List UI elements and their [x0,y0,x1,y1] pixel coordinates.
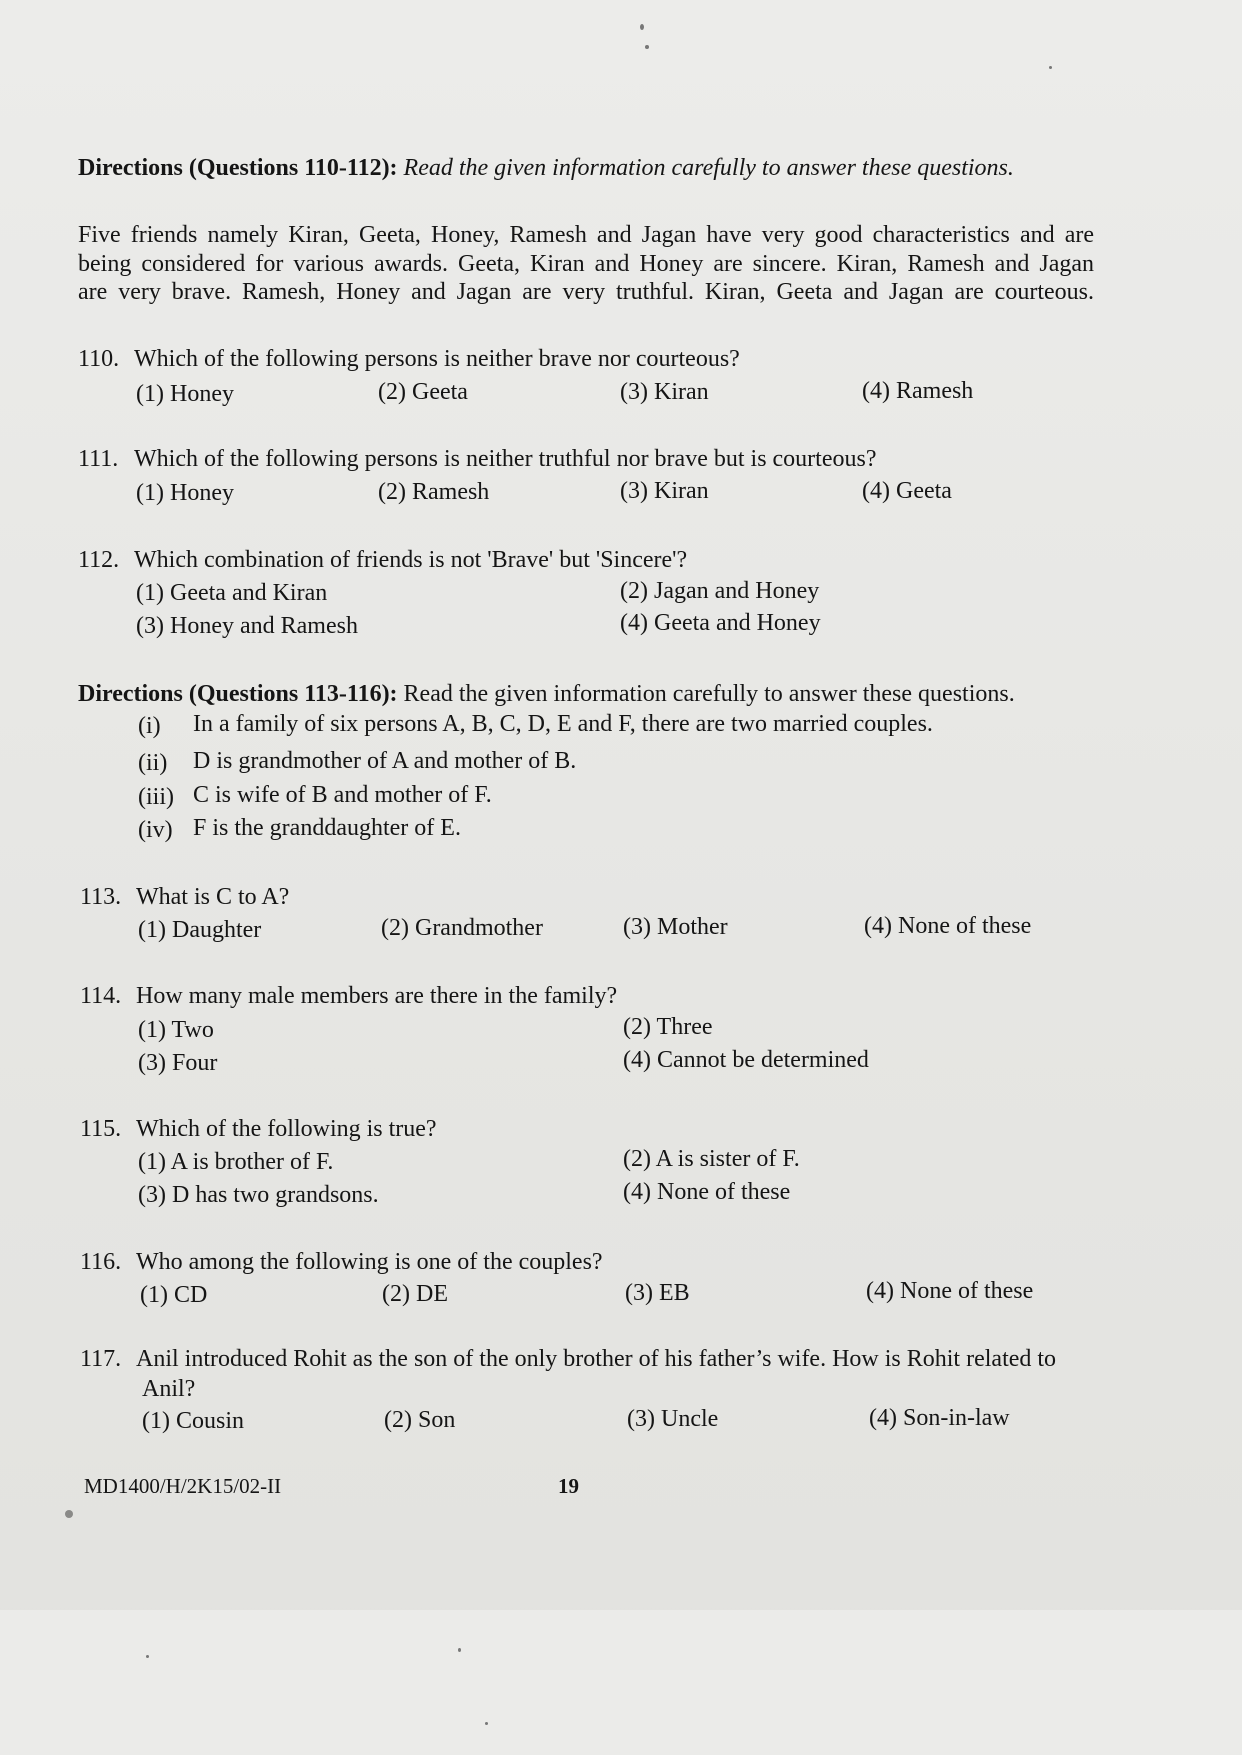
question-112 [78,545,687,575]
option-115-2[interactable]: (2) A is sister of F. [623,1146,800,1172]
scan-speck [640,24,644,30]
question-text: Who among the following is one of the couples? [136,1249,603,1275]
question-115 [80,1114,437,1144]
question-text: How many male members are there in the family? [136,983,618,1009]
statement-text: In a family of six persons A, B, C, D, E and F, there are two married couples. [193,711,933,737]
directions-113-116 [78,679,1015,709]
option-117-2[interactable]: (2) Son [384,1407,456,1433]
option-115-1[interactable]: (1) A is brother of F. [138,1149,334,1175]
option-111-3[interactable]: (3) Kiran [620,478,709,504]
option-115-3[interactable]: (3) D has two grandsons. [138,1182,379,1208]
question-number: 115. [80,1116,122,1142]
question-116 [80,1247,603,1277]
option-112-1[interactable]: (1) Geeta and Kiran [136,580,328,606]
option-116-1[interactable]: (1) CD [140,1282,208,1308]
scan-speck [645,45,649,49]
directions-text: Read the given information carefully to answer these questions. [403,155,1014,181]
scan-speck [146,1655,149,1658]
option-113-1[interactable]: (1) Daughter [138,917,262,943]
page-number: 19 [558,1474,579,1498]
option-113-4[interactable]: (4) None of these [864,913,1032,939]
question-text: Which combination of friends is not 'Brave' but 'Sincere'? [134,547,688,573]
paper-code: MD1400/H/2K15/02-II [84,1474,282,1498]
question-110 [78,344,740,374]
question-117 [80,1344,1056,1374]
option-110-4[interactable]: (4) Ramesh [862,378,974,404]
option-113-2[interactable]: (2) Grandmother [381,915,543,941]
statement-text: D is grandmother of A and mother of B. [193,748,577,774]
directions-110-112 [78,153,1014,183]
option-111-4[interactable]: (4) Geeta [862,478,952,504]
question-114 [80,981,617,1011]
question-113 [80,882,289,912]
statement-num: (iii) [138,784,174,810]
question-text: What is C to A? [136,884,290,910]
question-number: 110. [78,346,120,372]
option-114-1[interactable]: (1) Two [138,1017,214,1043]
option-116-3[interactable]: (3) EB [625,1280,690,1306]
statement-text: F is the granddaughter of E. [193,815,461,841]
directions-heading: Directions (Questions 110-112): [78,155,398,181]
scan-speck [65,1510,73,1518]
statement-num: (i) [138,713,161,739]
question-number: 112. [78,547,120,573]
option-116-2[interactable]: (2) DE [382,1281,448,1307]
paragraph-line: being considered for various awards. Geeta, Kiran and Honey are sincere. Kiran, Ramesh and Jagan [78,251,1094,277]
option-117-3[interactable]: (3) Uncle [627,1406,719,1432]
question-number: 116. [80,1249,122,1275]
paragraph-line: Five friends namely Kiran, Geeta, Honey, Ramesh and Jagan have very good characteristics and are [78,222,1094,248]
question-number: 111. [78,446,119,472]
scan-speck [458,1648,461,1652]
option-113-3[interactable]: (3) Mother [623,914,728,940]
question-number: 113. [80,884,122,910]
option-112-4[interactable]: (4) Geeta and Honey [620,610,821,636]
question-text: Which of the following is true? [136,1116,437,1142]
statement-num: (iv) [138,817,173,843]
statement-text: C is wife of B and mother of F. [193,782,492,808]
option-115-4[interactable]: (4) None of these [623,1179,791,1205]
directions-heading: Directions (Questions 113-116): [78,681,398,707]
option-110-3[interactable]: (3) Kiran [620,379,709,405]
question-text: Anil introduced Rohit as the son of the only brother of his father’s wife. How is Rohit related to [136,1346,1057,1372]
directions-text: Read the given information carefully to answer these questions. [403,681,1015,707]
option-112-2[interactable]: (2) Jagan and Honey [620,578,820,604]
option-110-1[interactable]: (1) Honey [136,381,234,407]
option-114-4[interactable]: (4) Cannot be determined [623,1047,869,1073]
option-116-4[interactable]: (4) None of these [866,1278,1034,1304]
page-lower-band [0,1610,1242,1755]
question-number: 117. [80,1346,122,1372]
option-117-1[interactable]: (1) Cousin [142,1408,244,1434]
scan-speck [1049,66,1052,69]
option-111-1[interactable]: (1) Honey [136,480,234,506]
question-text: Which of the following persons is neither truthful nor brave but is courteous? [134,446,877,472]
question-text: Which of the following persons is neither brave nor courteous? [134,346,740,372]
statement-num: (ii) [138,750,168,776]
question-text-continued: Anil? [142,1376,196,1402]
option-112-3[interactable]: (3) Honey and Ramesh [136,613,358,639]
question-number: 114. [80,983,122,1009]
scan-speck [485,1722,488,1725]
option-114-3[interactable]: (3) Four [138,1050,218,1076]
option-117-4[interactable]: (4) Son-in-law [869,1405,1010,1431]
option-111-2[interactable]: (2) Ramesh [378,479,490,505]
option-114-2[interactable]: (2) Three [623,1014,713,1040]
question-111 [78,444,877,474]
option-110-2[interactable]: (2) Geeta [378,379,468,405]
paragraph-line: are very brave. Ramesh, Honey and Jagan are very truthful. Kiran, Geeta and Jagan are courteous. [78,279,1094,305]
